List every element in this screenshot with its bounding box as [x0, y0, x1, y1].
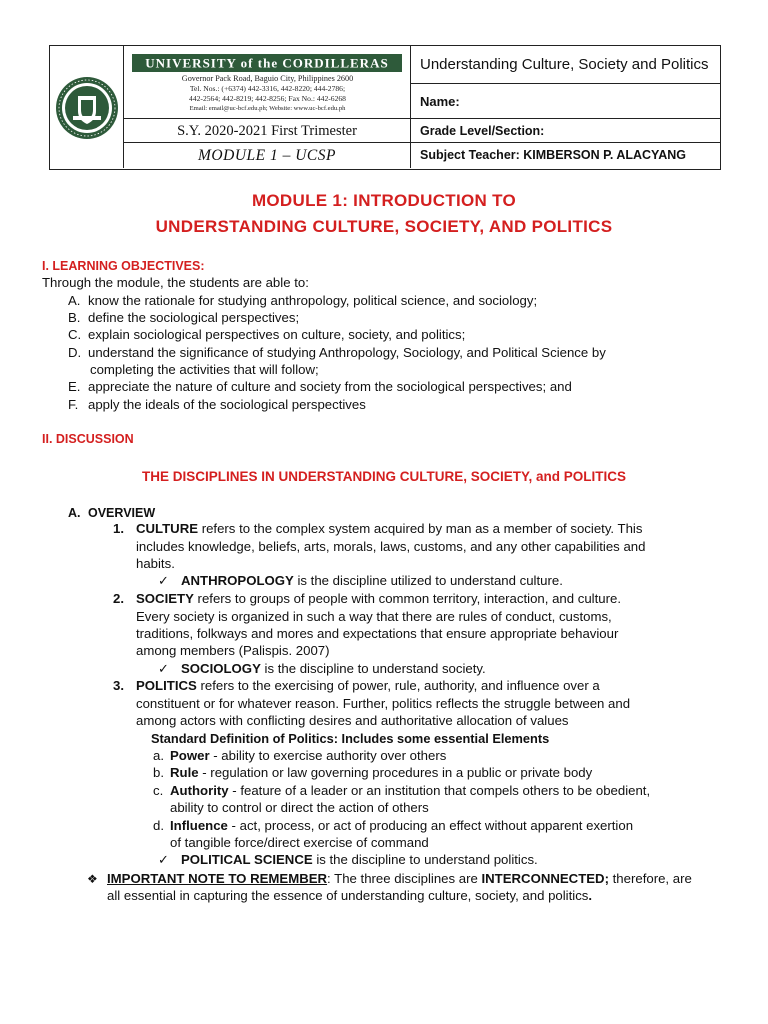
objective-label: B. — [68, 310, 81, 325]
society-line1 — [113, 590, 621, 608]
objective-text-cont: completing the activities that will follow; — [90, 362, 319, 377]
politics-num: 3. — [113, 678, 124, 693]
module-label: MODULE 1 – UCSP — [124, 143, 411, 168]
politics-text: refers to the exercising of power, rule, authority, and influence over a — [196, 678, 600, 693]
university-address — [124, 74, 411, 114]
logo-cell — [50, 46, 124, 168]
society-text: refers to groups of people with common territory, interaction, and culture. — [193, 591, 621, 606]
check-term: SOCIOLOGY — [181, 661, 261, 676]
important-note-line2 — [107, 887, 592, 905]
note-term: IMPORTANT NOTE TO REMEMBER — [107, 871, 328, 886]
element-label: c. — [153, 783, 164, 798]
politics-element — [153, 764, 592, 782]
school-year: S.Y. 2020-2021 First Trimester — [124, 119, 411, 143]
society-line4: among members (Palispis. 2007) — [136, 643, 330, 658]
header-table — [49, 45, 721, 170]
overview-text: OVERVIEW — [88, 506, 156, 520]
objective-item — [68, 292, 537, 310]
check-icon: ✓ — [158, 852, 170, 867]
module-title-line1: MODULE 1: INTRODUCTION TO — [251, 191, 517, 210]
objectives-intro: Through the module, the students are able to: — [42, 275, 309, 290]
course-title: Understanding Culture, Society and Politics — [411, 46, 721, 84]
politics-term: POLITICS — [136, 678, 197, 693]
political-science-check — [158, 851, 538, 869]
element-term: Authority — [170, 783, 229, 798]
important-note-line1 — [87, 870, 692, 888]
culture-line3: habits. — [136, 556, 175, 571]
element-text: - feature of a leader or an institution that compels others to be obedient, — [228, 783, 651, 798]
objective-item — [68, 378, 572, 396]
diamond-bullet-icon: ❖ — [87, 872, 98, 886]
politics-element — [153, 817, 633, 835]
element-label: a. — [153, 748, 164, 763]
address-line: Governor Pack Road, Baguio City, Philippines 2600 — [181, 74, 354, 83]
element-term: Influence — [170, 818, 228, 833]
element-text-cont: ability to control or direct the action of others — [170, 800, 429, 815]
politics-standard-definition: Standard Definition of Politics: Includes some essential Elements — [151, 731, 550, 746]
discussion-subtitle: THE DISCIPLINES IN UNDERSTANDING CULTURE, SOCIETY, and POLITICS — [141, 469, 627, 484]
culture-line1 — [113, 520, 642, 538]
objectives-heading: I. LEARNING OBJECTIVES: — [42, 259, 205, 273]
note-text2: therefore, are — [608, 871, 692, 886]
element-text-cont: of tangible force/direct exercise of command — [170, 835, 429, 850]
check-text: is the discipline to understand politics. — [312, 852, 538, 867]
objective-text: apply the ideals of the sociological perspectives — [88, 397, 366, 412]
element-label: d. — [153, 818, 164, 833]
university-info-cell — [124, 46, 411, 119]
discussion-heading: II. DISCUSSION — [42, 432, 134, 446]
objective-text: appreciate the nature of culture and society from the sociological perspectives; and — [88, 379, 572, 394]
note-end: . — [588, 888, 593, 903]
address-line: Tel. Nos.: (+6374) 442-3316, 442-8220; 444-2786; — [189, 84, 346, 93]
check-icon: ✓ — [158, 661, 170, 676]
address-line: 442-2564; 442-8219; 442-8256; Fax No.: 442-6268 — [189, 94, 346, 103]
objective-label: E. — [68, 379, 81, 394]
check-term: POLITICAL SCIENCE — [181, 852, 313, 867]
sociology-check — [158, 660, 486, 678]
check-term: ANTHROPOLOGY — [181, 573, 294, 588]
objective-item — [68, 396, 366, 414]
objective-item — [68, 309, 299, 327]
check-text: is the discipline utilized to understand culture. — [293, 573, 563, 588]
politics-element — [153, 747, 446, 765]
element-text: - ability to exercise authority over others — [209, 748, 447, 763]
politics-element — [153, 782, 650, 800]
society-term: SOCIETY — [136, 591, 194, 606]
culture-text: refers to the complex system acquired by man as a member of society. This — [198, 521, 643, 536]
note-line2: all essential in capturing the essence of understanding culture, society, and politics — [107, 888, 589, 903]
objective-label: D. — [68, 345, 82, 360]
objective-label: C. — [68, 327, 82, 342]
society-line2: Every society is organized in such a way that there are rules of conduct, customs, — [136, 609, 612, 624]
element-text: - act, process, or act of producing an effect without apparent exertion — [227, 818, 634, 833]
objective-text: know the rationale for studying anthropology, political science, and sociology; — [88, 293, 538, 308]
society-num: 2. — [113, 591, 124, 606]
politics-line3: among actors with conflicting desires and authoritative allocation of values — [136, 713, 569, 728]
objective-item — [68, 326, 465, 344]
politics-line1 — [113, 677, 600, 695]
check-icon: ✓ — [158, 573, 170, 588]
address-line: Email: email@uc-bcf.edu.ph; Website: www.uc-bcf.edu.ph — [189, 105, 346, 112]
element-label: b. — [153, 765, 164, 780]
politics-line2: constituent or for whatever reason. Further, politics reflects the struggle between and — [136, 696, 631, 711]
university-seal-icon — [50, 46, 124, 168]
note-emph: INTERCONNECTED; — [481, 871, 609, 886]
objective-text: define the sociological perspectives; — [88, 310, 300, 325]
university-name-logo — [132, 54, 402, 72]
teacher-label: Subject Teacher: KIMBERSON P. ALACYANG — [420, 148, 687, 162]
note-text1: : The three disciplines are — [327, 871, 482, 886]
objective-text: explain sociological perspectives on culture, society, and politics; — [88, 327, 466, 342]
overview-label: A. — [68, 506, 81, 520]
society-line3: traditions, folkways and mores and expectations that ensure appropriate behaviour — [136, 626, 619, 641]
element-text: - regulation or law governing procedures in a public or private body — [198, 765, 593, 780]
university-name-text: UNIVERSITY of the CORDILLERAS — [145, 55, 389, 71]
culture-line2: includes knowledge, beliefs, arts, morals, laws, customs, and any other capabilities and — [136, 539, 646, 554]
objective-label: A. — [68, 293, 81, 308]
objective-label: F. — [68, 397, 79, 412]
check-text: is the discipline to understand society. — [260, 661, 486, 676]
element-term: Power — [170, 748, 210, 763]
objective-text: understand the significance of studying Anthropology, Sociology, and Political Science by — [88, 345, 606, 360]
culture-term: CULTURE — [136, 521, 199, 536]
anthropology-check — [158, 572, 563, 590]
grade-field-label: Grade Level/Section: — [411, 119, 721, 143]
culture-num: 1. — [113, 521, 124, 536]
objective-item — [68, 344, 606, 362]
name-field-label: Name: — [411, 84, 721, 119]
element-term: Rule — [170, 765, 199, 780]
module-title-line2: UNDERSTANDING CULTURE, SOCIETY, AND POLITICS — [155, 217, 613, 236]
